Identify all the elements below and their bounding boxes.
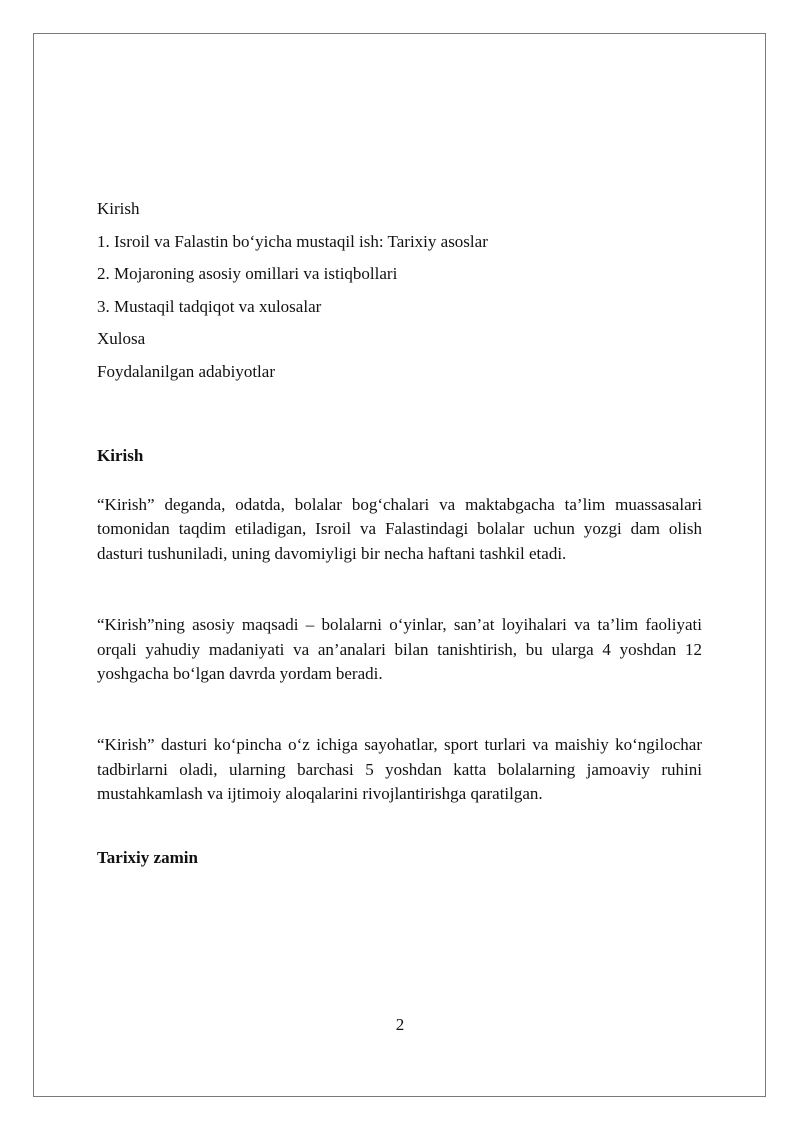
toc-item-3: 3. Mustaqil tadqiqot va xulosalar — [97, 296, 322, 316]
paragraph-intro-2: “Kirish”ning asosiy maqsadi – bolalarni o‘yinlar, san’at loyihalari va ta’lim faoliyati orqali yahudiy madaniyati va an’analari bilan tanishtirish, bu ularga 4 yoshdan 12 yoshgacha bo‘lgan davrda yordam beradi. — [97, 615, 702, 683]
toc-item-1: 1. Isroil va Falastin bo‘yicha mustaqil ish: Tarixiy asoslar — [97, 231, 488, 251]
section-heading-intro: Kirish — [97, 445, 144, 465]
toc-item-2: 2. Mojaroning asosiy omillari va istiqbollari — [97, 264, 398, 284]
paragraph-intro-3: “Kirish” dasturi ko‘pincha o‘z ichiga sayohatlar, sport turlari va maishiy ko‘ngilochar tadbirlarni oladi, ularning barchasi 5 yoshdan katta bolalarning jamoaviy ruhini mustahkamlash va ijtimoiy aloqalarini rivojlantirishga qaratilgan. — [97, 735, 702, 804]
paragraph-intro-1: “Kirish” deganda, odatda, bolalar bog‘chalari va maktabgacha ta’lim muassasalari tomonidan taqdim etiladigan, Isroil va Falastindagi bolalar uchun yozgi dam olish dasturi tushuniladi, uning davomiyligi bir necha haftani tashkil etadi. — [97, 494, 702, 563]
page-number: 2 — [395, 1015, 405, 1034]
toc-item-references: Foydalanilgan adabiyotlar — [97, 361, 275, 381]
section-heading-history: Tarixiy zamin — [97, 847, 198, 867]
table-of-contents — [97, 198, 702, 383]
document-body — [97, 198, 702, 869]
toc-item-conclusion: Xulosa — [97, 329, 146, 349]
toc-item-intro: Kirish — [97, 199, 140, 218]
